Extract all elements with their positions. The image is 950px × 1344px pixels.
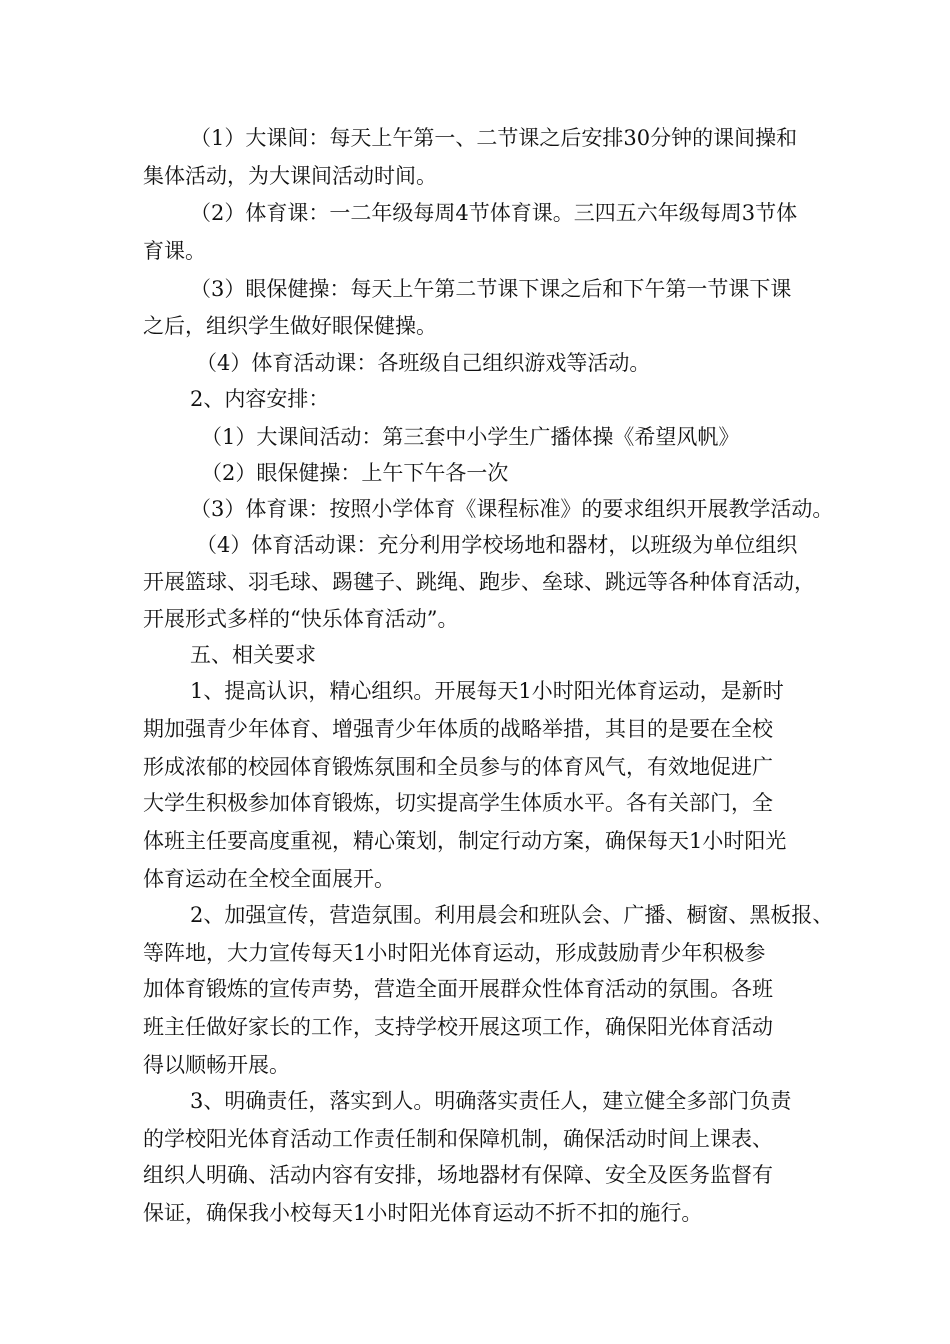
text-line: 加体育锻炼的宣传声势，营造全面开展群众性体育活动的氛围。各班 — [143, 977, 773, 1001]
text-line: （4）体育活动课：充分利用学校场地和器材，以班级为单位组织 — [196, 533, 798, 557]
text-line: 1、提高认识，精心组织。开展每天1小时阳光体育运动，是新时 — [190, 679, 784, 703]
text-line: （1）大课间：每天上午第一、二节课之后安排30分钟的课间操和 — [190, 126, 798, 150]
text-line: 集体活动，为大课间活动时间。 — [143, 164, 437, 188]
text-line: 期加强青少年体育、增强青少年体质的战略举措，其目的是要在全校 — [143, 717, 773, 741]
section-heading: 五、相关要求 — [190, 643, 316, 667]
text-line: （2）体育课：一二年级每周4节体育课。三四五六年级每周3节体 — [190, 201, 798, 225]
text-line: 体育运动在全校全面展开。 — [143, 867, 395, 891]
text-line: （4）体育活动课：各班级自己组织游戏等活动。 — [196, 351, 651, 375]
text-line: 开展篮球、羽毛球、踢毽子、跳绳、跑步、垒球、跳远等各种体育活动， — [143, 570, 815, 594]
text-line: 大学生积极参加体育锻炼，切实提高学生体质水平。各有关部门，全 — [143, 791, 773, 815]
text-line: 3、明确责任，落实到人。明确落实责任人，建立健全多部门负责 — [190, 1089, 792, 1113]
text-line: 之后，组织学生做好眼保健操。 — [143, 314, 437, 338]
text-line: （3）体育课：按照小学体育《课程标准》的要求组织开展教学活动。 — [190, 497, 834, 521]
text-line: 形成浓郁的校园体育锻炼氛围和全员参与的体育风气，有效地促进广 — [143, 755, 773, 779]
text-line: 开展形式多样的“快乐体育活动”。 — [143, 607, 459, 631]
text-line: 等阵地，大力宣传每天1小时阳光体育运动，形成鼓励青少年积极参 — [143, 941, 766, 965]
text-line: （3）眼保健操：每天上午第二节课下课之后和下午第一节课下课 — [190, 277, 792, 301]
text-line: 班主任做好家长的工作，支持学校开展这项工作，确保阳光体育活动 — [143, 1015, 773, 1039]
text-line: 得以顺畅开展。 — [143, 1053, 290, 1077]
text-line: 的学校阳光体育活动工作责任制和保障机制，确保活动时间上课表、 — [143, 1127, 773, 1151]
text-line: 保证，确保我小校每天1小时阳光体育运动不折不扣的施行。 — [143, 1201, 703, 1225]
text-line: 育课。 — [143, 239, 206, 263]
text-line: 2、内容安排： — [190, 387, 330, 411]
text-line: （2）眼保健操：上午下午各一次 — [201, 461, 509, 485]
text-line: 组织人明确、活动内容有安排，场地器材有保障、安全及医务监督有 — [143, 1163, 773, 1187]
text-line: 体班主任要高度重视，精心策划，制定行动方案，确保每天1小时阳光 — [143, 829, 787, 853]
text-line: （1）大课间活动：第三套中小学生广播体操《希望风帆》 — [201, 425, 740, 449]
text-line: 2、加强宣传，营造氛围。利用晨会和班队会、广播、橱窗、黑板报、 — [190, 903, 834, 927]
